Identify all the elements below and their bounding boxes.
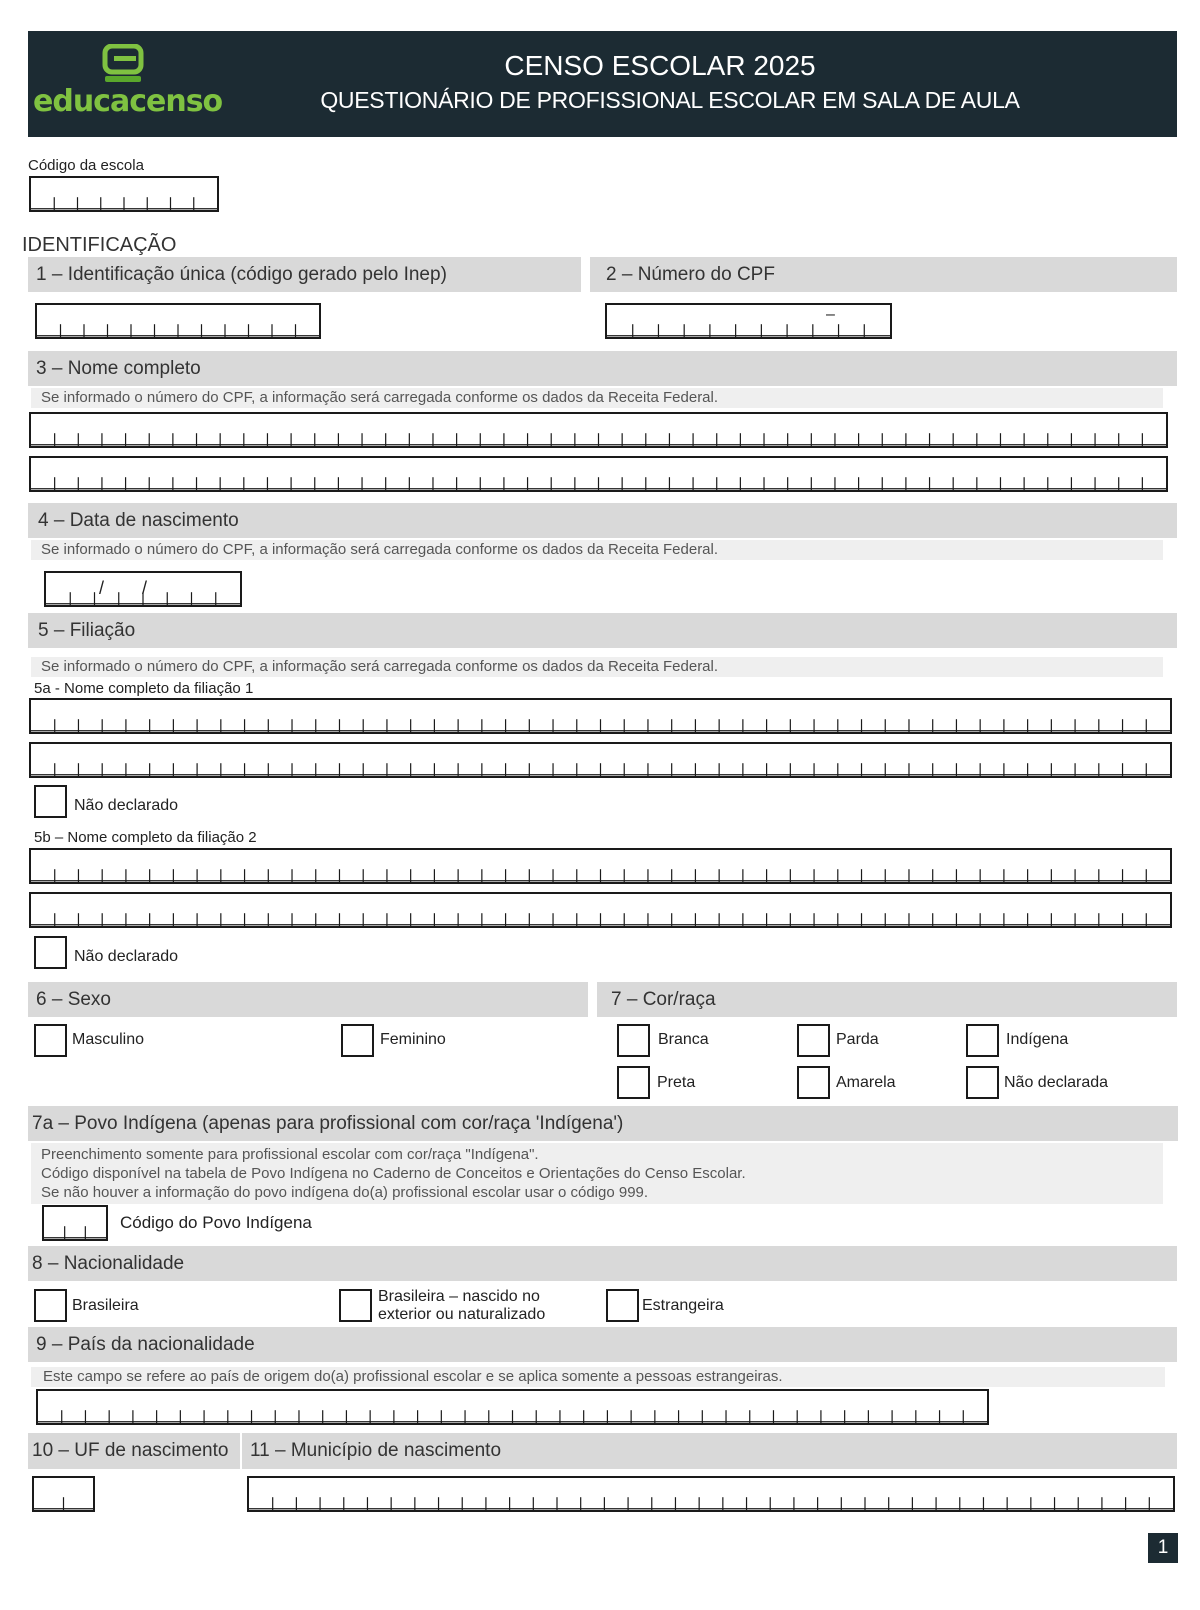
q5a-label: 5a - Nome completo da filiação 1 (34, 680, 254, 697)
q7a-note (31, 1143, 1163, 1204)
q3-note: Se informado o número do CPF, a informação será carregada conforme os dados da Receita Federal. (31, 388, 1163, 408)
q11-label: 11 – Município de nascimento (250, 1440, 502, 1461)
q3-field-line-1[interactable] (29, 412, 1168, 448)
q7a-label: 7a – Povo Indígena (apenas para profissional com cor/raça 'Indígena') (32, 1113, 624, 1134)
q5b-field-line-2[interactable] (29, 892, 1172, 928)
section-title: IDENTIFICAÇÃO (22, 234, 177, 256)
q7a-note-line-1: Preenchimento somente para profissional escolar com cor/raça "Indígena". (41, 1146, 539, 1163)
q9-note: Este campo se refere ao país de origem do(a) profissional escolar e se aplica somente a pessoas estrangeiras. (31, 1367, 1165, 1387)
q7-preta-label: Preta (657, 1074, 696, 1091)
q2-bar (590, 257, 1177, 292)
q8-brasileira-exterior-label (378, 1288, 545, 1324)
q5a-field-line-2[interactable] (29, 742, 1172, 778)
q1-field[interactable] (35, 303, 321, 339)
q7a-code-field[interactable] (42, 1205, 108, 1241)
q3-bar (28, 351, 1177, 386)
q10-label: 10 – UF de nascimento (32, 1440, 229, 1461)
q3-label: 3 – Nome completo (36, 358, 201, 379)
q7-preta-checkbox[interactable] (617, 1066, 650, 1099)
q5b-field-line-1[interactable] (29, 848, 1172, 884)
q6-label: 6 – Sexo (36, 989, 111, 1010)
q10-bar (28, 1433, 240, 1469)
q6-bar (28, 982, 588, 1017)
q5a-not-declared-checkbox[interactable] (34, 785, 67, 818)
q7-parda-checkbox[interactable] (797, 1024, 830, 1057)
q7-parda-label: Parda (836, 1031, 879, 1048)
q5-label: 5 – Filiação (38, 620, 136, 641)
q6-masculino-checkbox[interactable] (34, 1024, 67, 1057)
q11-bar (242, 1433, 1177, 1469)
page-number: 1 (1148, 1533, 1178, 1563)
q5b-not-declared-label: Não declarado (74, 948, 179, 965)
q7a-note-line-3: Se não houver a informação do povo indígena do(a) profissional escolar usar o código 999. (41, 1184, 649, 1201)
q9-bar (28, 1327, 1177, 1362)
q7-branca-label: Branca (658, 1031, 709, 1048)
q4-separator-1: / (99, 578, 105, 598)
q7-bar (597, 982, 1177, 1017)
q5a-field-line-1[interactable] (29, 698, 1172, 734)
q7-nao-declarada-label: Não declarada (1004, 1074, 1109, 1091)
q7-branca-checkbox[interactable] (617, 1024, 650, 1057)
q5a-not-declared-label: Não declarado (74, 797, 179, 814)
q4-bar (28, 503, 1177, 538)
logo-brand: educacenso (33, 84, 223, 119)
q11-municipality-field[interactable] (247, 1476, 1175, 1512)
q5b-not-declared-checkbox[interactable] (34, 936, 67, 969)
school-code-field[interactable] (29, 176, 219, 212)
q10-uf-field[interactable] (32, 1476, 95, 1512)
q3-field-line-2[interactable] (29, 456, 1168, 492)
q8-bar (28, 1246, 1177, 1281)
q5-note: Se informado o número do CPF, a informação será carregada conforme os dados da Receita Federal. (31, 657, 1163, 677)
q8-estrangeira-checkbox[interactable] (606, 1289, 639, 1322)
q5-bar (28, 613, 1177, 648)
q7-indigena-label: Indígena (1006, 1031, 1069, 1048)
q7-amarela-label: Amarela (836, 1074, 896, 1091)
q6-feminino-label: Feminino (380, 1031, 446, 1048)
q4-separator-2: / (142, 578, 148, 598)
educacenso-logo (33, 84, 222, 119)
q2-label: 2 – Número do CPF (606, 264, 775, 285)
q8-brasileira-exterior-checkbox[interactable] (339, 1289, 372, 1322)
q2-separator: – (826, 306, 835, 323)
q7-amarela-checkbox[interactable] (797, 1066, 830, 1099)
q9-label: 9 – País da nacionalidade (36, 1334, 255, 1355)
educacenso-logo-icon (102, 44, 144, 84)
q8-brasileira-exterior-line-2: exterior ou naturalizado (378, 1306, 546, 1323)
q7-indigena-checkbox[interactable] (966, 1024, 999, 1057)
q1-label: 1 – Identificação única (código gerado pelo Inep) (36, 264, 447, 285)
form-subtitle: QUESTIONÁRIO DE PROFISSIONAL ESCOLAR EM SALA DE AULA (320, 87, 1020, 113)
q5b-label: 5b – Nome completo da filiação 2 (34, 829, 257, 846)
q8-estrangeira-label: Estrangeira (642, 1297, 724, 1314)
form-title: CENSO ESCOLAR 2025 (504, 50, 816, 81)
q2-field[interactable] (605, 303, 892, 339)
q6-feminino-checkbox[interactable] (341, 1024, 374, 1057)
q8-label: 8 – Nacionalidade (32, 1253, 185, 1274)
q8-brasileira-label: Brasileira (72, 1297, 139, 1314)
q6-masculino-label: Masculino (72, 1031, 145, 1048)
q7a-note-line-2: Código disponível na tabela de Povo Indígena no Caderno de Conceitos e Orientações do Censo Escolar. (41, 1165, 746, 1182)
q7-nao-declarada-checkbox[interactable] (966, 1066, 999, 1099)
q8-brasileira-checkbox[interactable] (34, 1289, 67, 1322)
q4-label: 4 – Data de nascimento (38, 510, 239, 531)
school-code-label: Código da escola (28, 157, 144, 174)
q9-country-field[interactable] (36, 1389, 989, 1425)
q7a-bar (28, 1106, 1178, 1141)
q1-bar (28, 257, 581, 292)
q7a-code-label: Código do Povo Indígena (120, 1213, 312, 1232)
q4-note: Se informado o número do CPF, a informação será carregada conforme os dados da Receita Federal. (31, 540, 1163, 560)
q8-brasileira-exterior-line-1: Brasileira – nascido no (378, 1288, 540, 1305)
q7-label: 7 – Cor/raça (611, 989, 716, 1010)
